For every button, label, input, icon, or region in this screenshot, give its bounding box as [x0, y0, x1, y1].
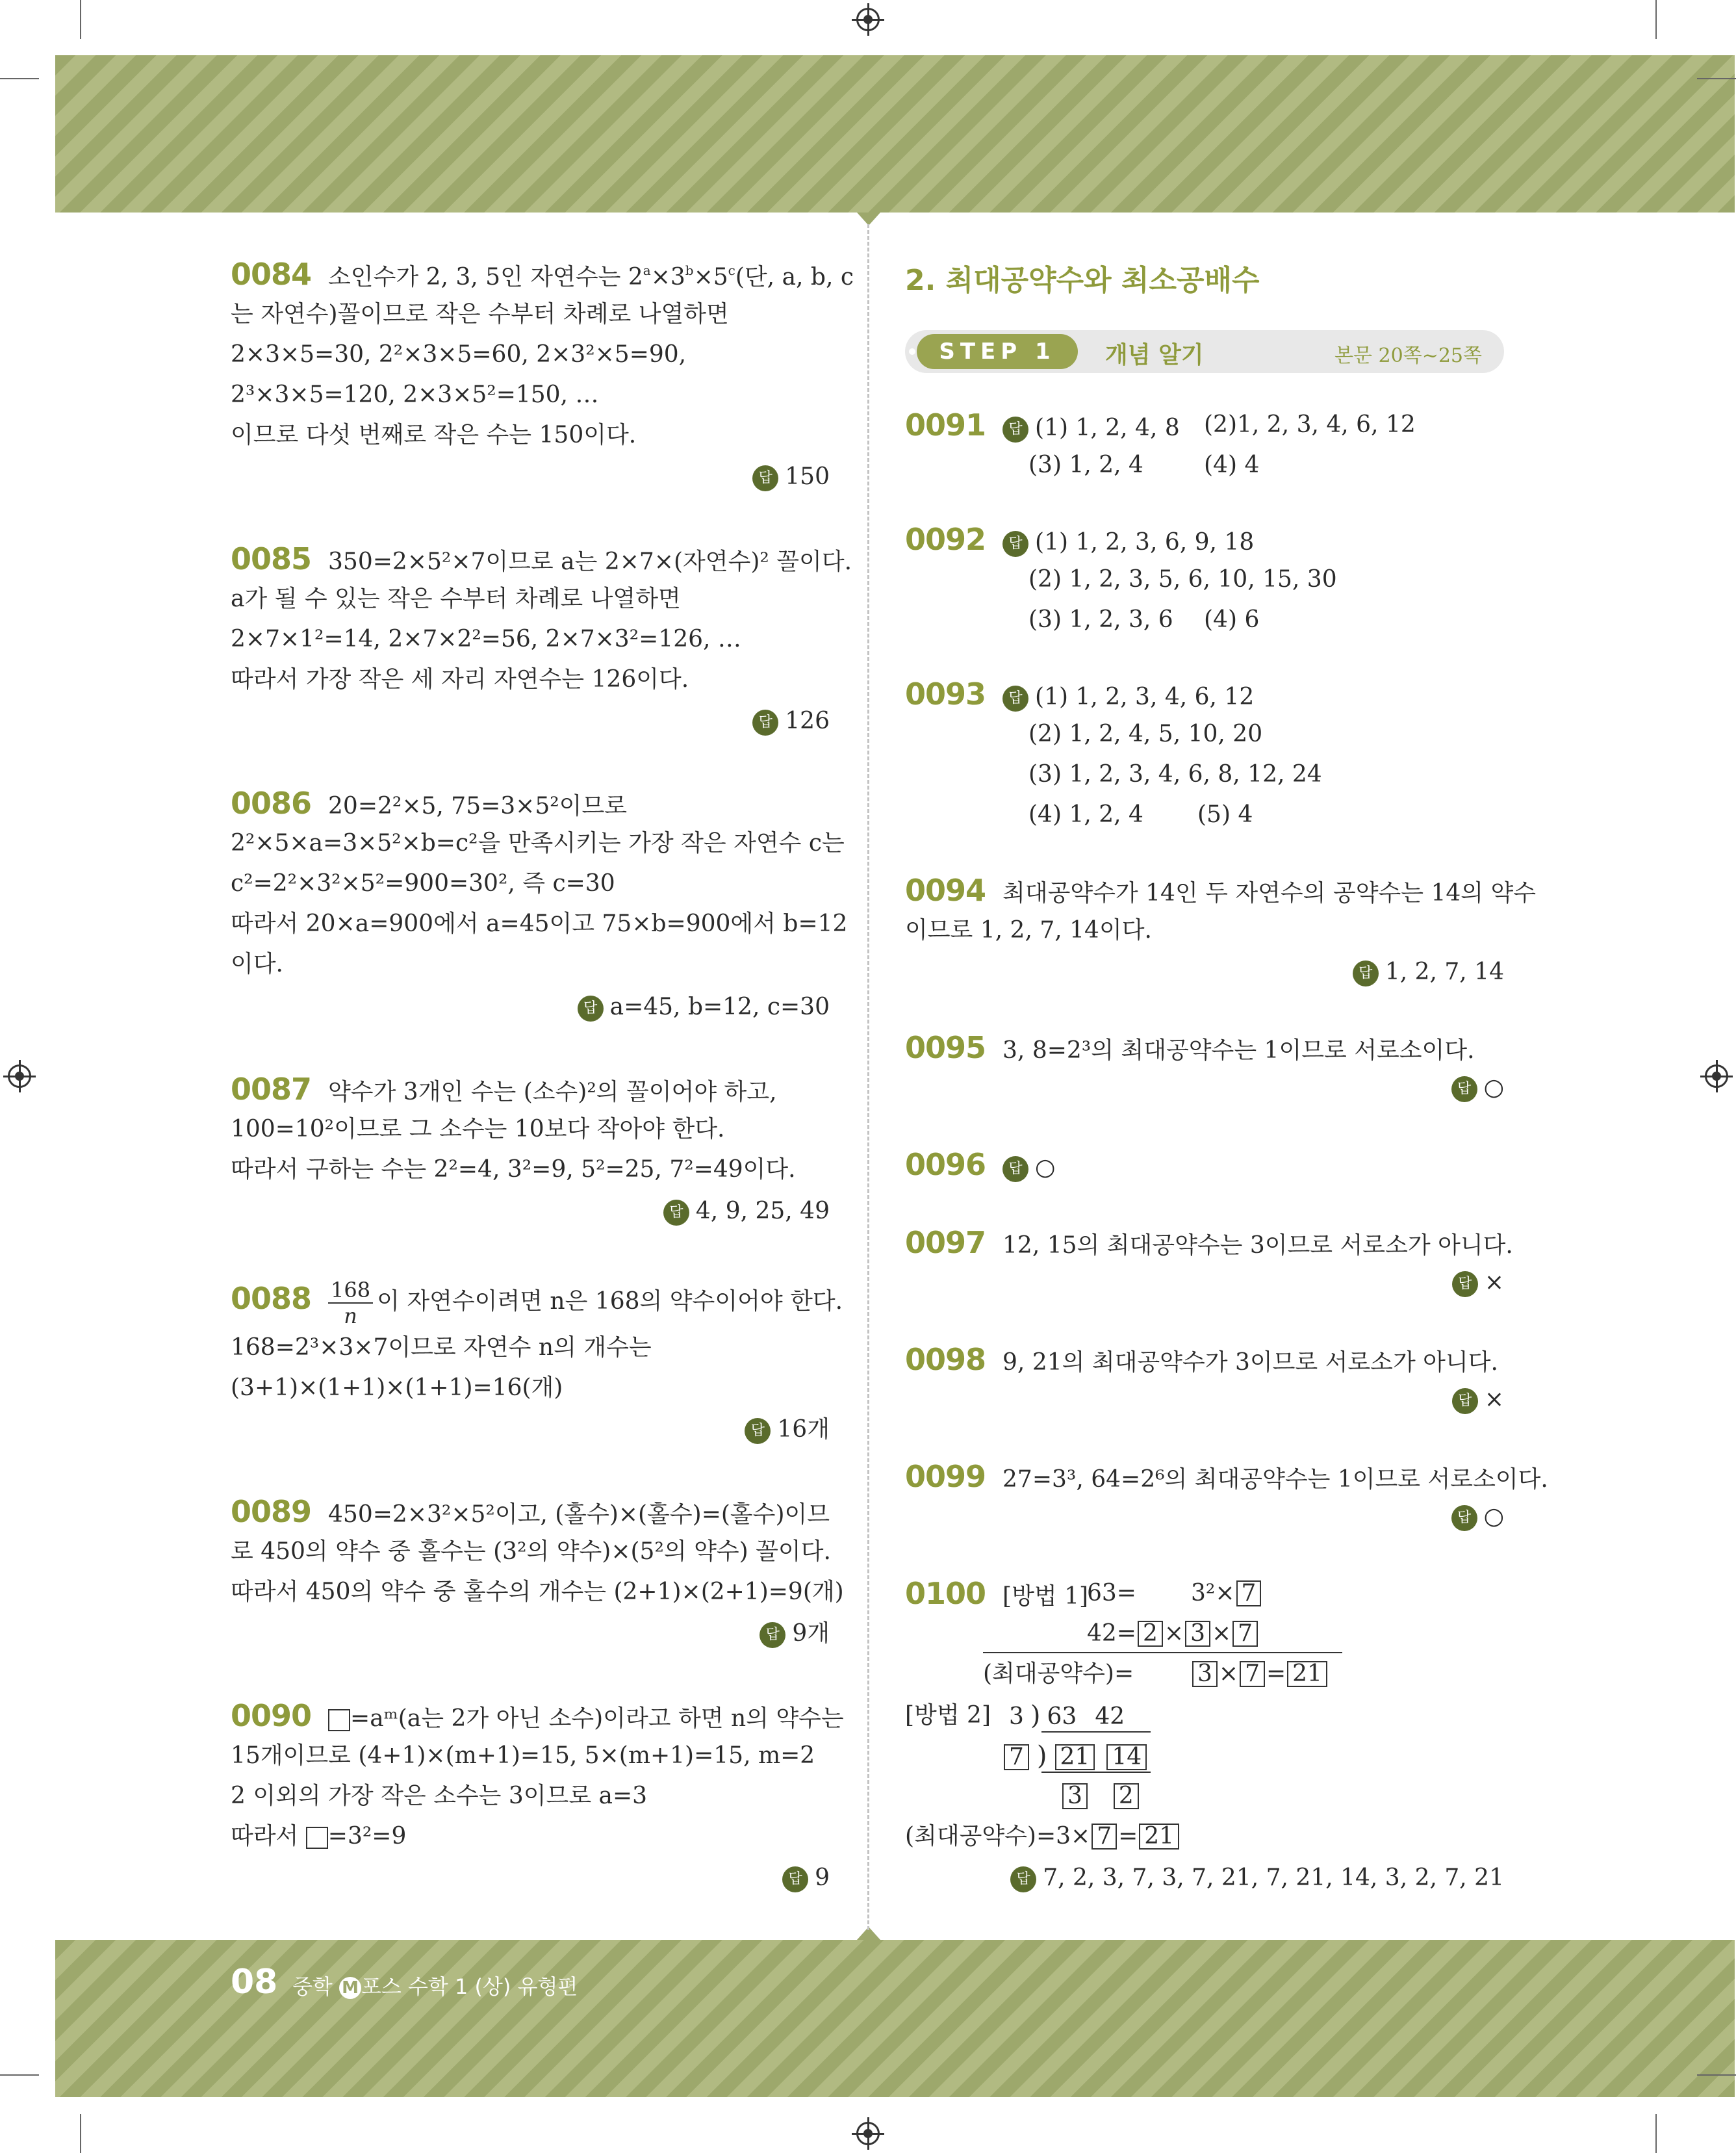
- answer-badge-icon: 답: [1452, 1388, 1478, 1414]
- problem-0086-line-4: 따라서 20×a=900에서 a=45이고 75×b=900에서 b=12: [231, 910, 848, 937]
- problem-0098-line-1: 0098 9, 21의 최대공약수가 3이므로 서로소가 아니다.: [905, 1342, 1498, 1377]
- problem-0085-line-1: 0085 350=2×5²×7이므로 a는 2×7×(자연수)² 꼴이다.: [231, 541, 852, 576]
- crop-mark: [1697, 2074, 1736, 2076]
- footer-band: [55, 1940, 1735, 2097]
- problem-number: 0085: [231, 541, 312, 576]
- problem-0093-answer-2: (2) 1, 2, 4, 5, 10, 20: [1028, 721, 1263, 747]
- crop-mark: [80, 2114, 81, 2153]
- problem-0091-line-1: 0091 답 (1) 1, 2, 4, 8: [905, 407, 1180, 443]
- step-page-reference: 본문 20쪽~25쪽: [1334, 344, 1482, 367]
- answer-badge-icon: 답: [1002, 531, 1028, 557]
- problem-0091-answer-2: (2)1, 2, 3, 4, 6, 12: [1204, 411, 1416, 438]
- problem-0084-line-2: 는 자연수)꼴이므로 작은 수부터 차례로 나열하면: [231, 301, 729, 328]
- problem-0086-line-1: 0086 20=2²×5, 75=3×5²이므로: [231, 786, 627, 821]
- problem-0093-answer-3: (3) 1, 2, 3, 4, 6, 8, 12, 24: [1028, 761, 1322, 788]
- problem-0088-line-3: (3+1)×(1+1)×(1+1)=16(개): [231, 1374, 563, 1401]
- problem-number: 0099: [905, 1459, 986, 1494]
- problem-0086-line-2: 2²×5×a=3×5²×b=c²을 만족시키는 가장 작은 자연수 c는: [231, 830, 845, 857]
- answer-badge-icon: 답: [1452, 1271, 1478, 1297]
- answer-badge-icon: 답: [1451, 1076, 1477, 1102]
- crop-mark: [1697, 78, 1736, 79]
- answer-badge-icon: 답: [1451, 1505, 1477, 1531]
- problem-0084-line-1: 0084 소인수가 2, 3, 5인 자연수는 $2^a\times 3^b\times 5^c$(단, a, b, c: [231, 257, 854, 292]
- registration-mark-icon: [856, 2122, 880, 2145]
- section-title: 2. 최대공약수와 최소공배수: [905, 264, 1260, 297]
- page-number: 08: [231, 1963, 278, 2002]
- answer-0090: 답 9: [782, 1864, 830, 1892]
- problem-0100-63-factor: 3²× 7: [1191, 1579, 1262, 1608]
- problem-0100-63: 63=: [1087, 1580, 1136, 1606]
- problem-0100-method-1-line-1: 0100 [방법 1]: [905, 1576, 1089, 1611]
- fraction: $\frac{168}{n}$: [328, 1278, 373, 1328]
- problem-0099-line-1: 0099 27=3³, 64=2⁶의 최대공약수는 1이므로 서로소이다.: [905, 1459, 1548, 1494]
- problem-0084-line-4: 2³×3×5=120, 2×3×5²=150, …: [231, 381, 599, 408]
- answer-badge-icon: 답: [752, 710, 778, 736]
- problem-0091-answer-3: (3) 1, 2, 4: [1028, 452, 1143, 478]
- problem-number: 0092: [905, 522, 986, 557]
- problem-0089-line-3: 따라서 450의 약수 중 홀수의 개수는 (2+1)×(2+1)=9(개): [231, 1579, 844, 1605]
- problem-0090-line-2: 15개이므로 (4+1)×(m+1)=15, 5×(m+1)=15, m=2: [231, 1742, 815, 1769]
- answer-0097: 답 ×: [1452, 1269, 1504, 1297]
- problem-0097-line-1: 0097 12, 15의 최대공약수는 3이므로 서로소가 아니다.: [905, 1225, 1513, 1260]
- crop-mark: [1655, 2114, 1657, 2153]
- step-dot-icon: [909, 348, 915, 355]
- problem-0086-line-3: c²=2²×3²×5²=900=30², 즉 c=30: [231, 870, 615, 897]
- problem-0090-line-1: 0090 =aᵐ(a는 2가 아닌 소수)이라고 하면 n의 약수는: [231, 1698, 844, 1733]
- header-band: [55, 55, 1735, 213]
- crop-mark: [0, 78, 39, 79]
- answer-badge-icon: 답: [752, 465, 778, 491]
- answer-badge-icon: 답: [745, 1418, 771, 1444]
- answer-0095: 답 ○: [1451, 1074, 1504, 1102]
- problem-0092-line-1: 0092 답 (1) 1, 2, 3, 6, 9, 18: [905, 522, 1255, 557]
- problem-number: 0086: [231, 786, 312, 821]
- problem-number: 0096: [905, 1147, 986, 1182]
- top-notch: [857, 213, 880, 226]
- problem-0092-answer-4: (4) 6: [1204, 606, 1260, 633]
- problem-0088-line-2: 168=2³×3×7이므로 자연수 n의 개수는: [231, 1334, 652, 1361]
- answer-badge-icon: 답: [1010, 1866, 1036, 1892]
- m-logo-icon: M: [339, 1977, 361, 1999]
- answer-0087: 답 4, 9, 25, 49: [663, 1197, 830, 1226]
- problem-number: 0094: [905, 873, 986, 908]
- problem-0085-line-3: 2×7×1²=14, 2×7×2²=56, 2×7×3²=126, …: [231, 626, 741, 652]
- problem-0090-line-3: 2 이외의 가장 작은 소수는 3이므로 a=3: [231, 1783, 648, 1809]
- registration-mark-icon: [8, 1064, 31, 1088]
- answer-0086: 답 a=45, b=12, c=30: [578, 993, 830, 1022]
- problem-number: 0093: [905, 677, 986, 712]
- problem-0100-gcd-label: (최대공약수)=: [983, 1660, 1134, 1687]
- answer-0100: 답 7, 2, 3, 7, 3, 7, 21, 7, 21, 14, 3, 2, 7, 21: [1010, 1864, 1504, 1892]
- problem-0094-line-2: 이므로 1, 2, 7, 14이다.: [905, 917, 1152, 944]
- problem-0100-gcd-value: 3 × 7 = 21: [1191, 1660, 1329, 1688]
- answer-badge-icon: 답: [760, 1622, 785, 1648]
- answer-badge-icon: 답: [663, 1200, 689, 1226]
- problem-number: 0098: [905, 1342, 986, 1377]
- problem-0100-final: (최대공약수)=3× 7 = 21: [905, 1822, 1181, 1851]
- answer-0088: 답 16개: [745, 1415, 830, 1444]
- problem-number: 0091: [905, 407, 986, 443]
- answer-badge-icon: 답: [782, 1866, 808, 1892]
- problem-0089-line-2: 로 450의 약수 중 홀수는 (3²의 약수)×(5²의 약수) 꼴이다.: [231, 1538, 831, 1565]
- problem-0100-42: 42= 2 × 3 × 7: [1087, 1619, 1259, 1648]
- problem-number: 0097: [905, 1225, 986, 1260]
- answer-badge-icon: 답: [578, 996, 604, 1022]
- problem-0093-line-1: 0093 답 (1) 1, 2, 3, 4, 6, 12: [905, 677, 1255, 712]
- problem-0087-line-1: 0087 약수가 3개인 수는 (소수)²의 꼴이어야 하고,: [231, 1072, 777, 1107]
- problem-0090-line-4: 따라서 =3²=9: [231, 1823, 407, 1850]
- problem-0092-answer-2: (2) 1, 2, 3, 5, 6, 10, 15, 30: [1028, 566, 1337, 593]
- book-title: 중학 M 포스 수학 1 (상) 유형편: [292, 1974, 578, 1999]
- crop-mark: [80, 0, 81, 39]
- division-row-1: 3 ) 63 42: [1009, 1701, 1125, 1731]
- problem-0087-line-3: 따라서 구하는 수는 2²=4, 3²=9, 5²=25, 7²=49이다.: [231, 1156, 796, 1183]
- answer-0089: 답 9개: [760, 1619, 830, 1648]
- division-line: [1041, 1772, 1151, 1773]
- registration-mark-icon: [856, 8, 880, 31]
- problem-number: 0090: [231, 1698, 312, 1733]
- problem-0093-answer-5: (5) 4: [1197, 801, 1253, 828]
- step-title: 개념 알기: [1105, 342, 1204, 368]
- problem-0088-line-1: 0088 $\frac{168}{n}$ 이 자연수이려면 n은 168의 약수이어야 한다.: [231, 1278, 843, 1328]
- problem-0094-line-1: 0094 최대공약수가 14인 두 자연수의 공약수는 14의 약수: [905, 873, 1537, 908]
- crop-mark: [1655, 0, 1657, 39]
- problem-0100-method-2: [방법 2]: [905, 1702, 991, 1729]
- answer-0084: 답 150: [752, 463, 830, 491]
- problem-number: 0088: [231, 1281, 312, 1316]
- problem-0084-line-5: 이므로 다섯 번째로 작은 수는 150이다.: [231, 422, 637, 448]
- problem-number: 0084: [231, 257, 312, 292]
- answer-badge-icon: 답: [1002, 417, 1028, 443]
- problem-0087-line-2: 100=10²이므로 그 소수는 10보다 작아야 한다.: [231, 1116, 725, 1142]
- answer-0085: 답 126: [752, 707, 830, 736]
- division-row-3: 3 2: [1061, 1782, 1140, 1811]
- problem-number: 0095: [905, 1030, 986, 1065]
- problem-0092-answer-3: (3) 1, 2, 3, 6: [1028, 606, 1173, 633]
- problem-0095-line-1: 0095 3, 8=2³의 최대공약수는 1이므로 서로소이다.: [905, 1030, 1475, 1065]
- problem-number: 0087: [231, 1072, 312, 1107]
- step-bar: [905, 330, 1504, 373]
- rule-line: [983, 1652, 1342, 1653]
- answer-0099: 답 ○: [1451, 1502, 1504, 1531]
- answer-0094: 답 1, 2, 7, 14: [1353, 958, 1504, 986]
- blank-box-icon: [306, 1827, 328, 1849]
- problem-number: 0100: [905, 1576, 986, 1611]
- answer-badge-icon: 답: [1002, 1156, 1028, 1182]
- step-label: STEP 1: [917, 334, 1078, 369]
- problem-0089-line-1: 0089 450=2×3²×5²이고, (홀수)×(홀수)=(홀수)이므: [231, 1494, 830, 1529]
- division-line: [1041, 1731, 1151, 1733]
- problem-0085-line-4: 따라서 가장 작은 세 자리 자연수는 126이다.: [231, 666, 689, 693]
- answer-badge-icon: 답: [1002, 686, 1028, 712]
- division-row-2: 7 ) 21 14: [1002, 1742, 1148, 1772]
- blank-box-icon: [328, 1709, 350, 1731]
- problem-0084-line-3: 2×3×5=30, 2²×3×5=60, 2×3²×5=90,: [231, 341, 687, 368]
- crop-mark: [0, 2074, 39, 2076]
- problem-0093-answer-4: (4) 1, 2, 4: [1028, 801, 1143, 828]
- column-divider: [867, 224, 869, 1930]
- problem-0096-line-1: 0096 답 ○: [905, 1147, 1056, 1182]
- problem-0086-line-5: 이다.: [231, 951, 283, 977]
- registration-mark-icon: [1705, 1064, 1728, 1088]
- problem-number: 0089: [231, 1494, 312, 1529]
- problem-0091-answer-4: (4) 4: [1204, 452, 1260, 478]
- answer-badge-icon: 답: [1353, 960, 1379, 986]
- answer-0098: 답 ×: [1452, 1386, 1504, 1414]
- problem-0085-line-2: a가 될 수 있는 작은 수부터 차례로 나열하면: [231, 586, 681, 612]
